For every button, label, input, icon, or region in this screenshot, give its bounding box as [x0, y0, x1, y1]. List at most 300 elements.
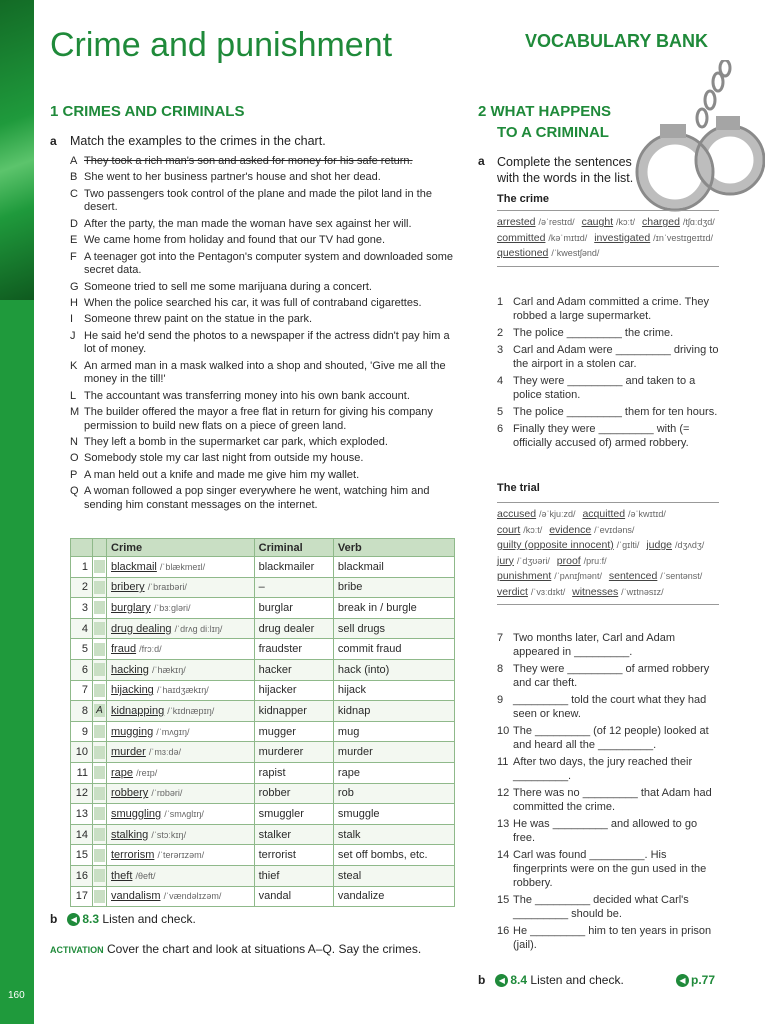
criminal-cell: vandal: [254, 886, 333, 907]
crime-cell: [107, 845, 255, 866]
verb-cell: rob: [333, 783, 454, 804]
word-phonetic: /əˈkjuːzd/: [539, 509, 576, 519]
answer-box[interactable]: [94, 849, 105, 862]
answer-cell[interactable]: [93, 639, 107, 660]
table-row: [71, 598, 455, 619]
table-row: [71, 680, 455, 701]
word: acquitted: [582, 508, 626, 520]
table-row: [71, 639, 455, 660]
answer-box[interactable]: [94, 725, 105, 738]
example-item: [70, 452, 460, 466]
criminal-cell: thief: [254, 865, 333, 886]
row-number: 16: [71, 865, 93, 886]
word: questioned: [497, 247, 549, 259]
answer-box[interactable]: [94, 890, 105, 903]
sentence-number: 12: [497, 787, 510, 799]
word: witnesses: [572, 585, 619, 598]
word: investigated: [594, 231, 651, 244]
sentence-item: [497, 893, 722, 921]
crime-phonetic: /θeft/: [135, 870, 156, 881]
trial-word-list: [497, 502, 719, 605]
crimes-table: [70, 538, 455, 907]
example-key: P: [70, 468, 78, 481]
crime-word: smuggling: [111, 807, 162, 820]
table-row: [71, 618, 455, 639]
table-row: [71, 742, 455, 763]
row-number: 2: [71, 577, 93, 598]
row-number: 12: [71, 783, 93, 804]
word-phonetic: /ˈevɪdəns/: [594, 524, 635, 535]
sentence-number: 9: [497, 694, 504, 706]
word-item: [582, 508, 665, 520]
answer-box[interactable]: [94, 684, 105, 697]
sentence-text: They were _________ and taken to a police station.: [513, 375, 696, 401]
criminal-cell: blackmailer: [254, 557, 333, 578]
word-item: [594, 232, 713, 244]
word-phonetic: /tʃɑːdʒd/: [682, 217, 715, 227]
example-item: [70, 390, 460, 404]
sentence-text: Carl and Adam were _________ driving to the airport in a stolen car.: [513, 344, 719, 370]
col-crime: Crime: [107, 539, 255, 557]
crime-phonetic: /ˈstɔːkɪŋ/: [151, 829, 187, 840]
crime-cell: [107, 742, 255, 763]
example-item: [70, 436, 460, 450]
sentence-item: [497, 786, 722, 814]
example-text: Someone threw paint on the statue in the park.: [84, 313, 313, 326]
sentence-text: The police _________ the crime.: [513, 327, 674, 339]
word-phonetic: /ˈpʌnɪʃmənt/: [554, 571, 602, 581]
crime-phonetic: /ˈhækɪŋ/: [151, 664, 186, 675]
row-number: 5: [71, 639, 93, 660]
row-number: 8: [71, 701, 93, 722]
criminal-cell: stalker: [254, 824, 333, 845]
example-text: When the police searched his car, it was full of contraband cigarettes.: [84, 296, 422, 309]
word-item: [609, 570, 702, 582]
verb-cell: break in / burgle: [333, 598, 454, 619]
example-key: I: [70, 313, 74, 326]
sentence-text: After two days, the jury reached their _________.: [513, 756, 693, 782]
sentence-item: [497, 755, 722, 783]
activation-line: [50, 942, 421, 956]
word-item: [497, 570, 602, 582]
page-number: 160: [8, 990, 25, 1001]
arrow-left-icon: ◀: [676, 974, 689, 987]
page-title: Crime and punishment: [50, 26, 393, 64]
word-phonetic: /kɔːt/: [523, 524, 543, 535]
word: guilty (opposite innocent): [497, 539, 614, 551]
crime-cell: [107, 598, 255, 619]
verb-cell: hijack: [333, 680, 454, 701]
word: sentenced: [608, 570, 658, 582]
crime-phonetic: /ˈblækmeɪl/: [159, 561, 206, 572]
verb-cell: rape: [333, 762, 454, 783]
row-number: 6: [71, 659, 93, 680]
sentence-number: 13: [497, 818, 510, 830]
sentence-item: [497, 817, 722, 845]
example-item: [70, 234, 460, 248]
task-a-label: a: [50, 134, 57, 148]
word-phonetic: /pruːf/: [583, 555, 607, 566]
crime-word: mugging: [111, 725, 154, 738]
example-item: [70, 281, 460, 295]
crime-word: hacking: [111, 663, 149, 676]
crime-phonetic: /ˈvændəlɪzəm/: [163, 891, 222, 902]
word: caught: [581, 216, 614, 228]
crime-phonetic: /ˈterərɪzəm/: [157, 850, 205, 861]
answer-cell[interactable]: [93, 886, 107, 907]
answer-box[interactable]: [94, 869, 105, 882]
example-text: A woman followed a pop singer everywhere he went, watching him and sending him constant messages on the internet.: [84, 485, 430, 511]
task-b-line: [50, 912, 196, 926]
word: punishment: [497, 570, 552, 582]
word-phonetic: /ˈsentənst/: [660, 571, 703, 581]
criminal-cell: hijacker: [254, 680, 333, 701]
task-2b-line: [478, 973, 624, 987]
word-phonetic: /ˈwɪtnəsɪz/: [621, 586, 664, 597]
word: evidence: [549, 523, 592, 536]
crime-cell: [107, 557, 255, 578]
answer-box[interactable]: [94, 766, 105, 779]
task-b-label: b: [50, 912, 58, 926]
sentence-item: [497, 924, 722, 952]
verb-cell: vandalize: [333, 886, 454, 907]
word-item: [497, 247, 599, 259]
table-row: [71, 886, 455, 907]
answer-box[interactable]: [94, 560, 105, 573]
col-answer: [93, 539, 107, 557]
word-phonetic: /əˈkwɪtɪd/: [628, 509, 666, 519]
word-phonetic: /ˈdʒʊəri/: [516, 555, 550, 566]
crime-cell: [107, 804, 255, 825]
crime-cell: [107, 824, 255, 845]
sentence-item: [497, 326, 722, 340]
activation-label: ACTIVATION: [50, 945, 104, 955]
crime-word: kidnapping: [111, 704, 165, 717]
answer-box[interactable]: [94, 581, 105, 594]
table-row: [71, 783, 455, 804]
sentence-item: [497, 693, 722, 721]
audio-icon[interactable]: ◀: [495, 974, 508, 987]
sentence-text: Carl and Adam committed a crime. They robbed a large supermarket.: [513, 296, 710, 322]
row-number: 10: [71, 742, 93, 763]
crime-word: robbery: [111, 787, 149, 800]
example-text: The accountant was transferring money into his own bank account.: [84, 389, 410, 402]
answer-box[interactable]: [94, 663, 105, 676]
word: judge: [646, 539, 673, 551]
crime-cell: [107, 680, 255, 701]
criminal-cell: fraudster: [254, 639, 333, 660]
example-text: They took a rich man's son and asked for money for his safe return.: [84, 155, 413, 167]
word-phonetic: /ɪnˈvestɪɡeɪtɪd/: [653, 232, 714, 243]
sentence-number: 6: [497, 423, 504, 435]
answer-cell[interactable]: [93, 845, 107, 866]
crime-phonetic: /ˈbɜːɡləri/: [153, 602, 191, 613]
crime-phonetic: /ˈhaɪdʒækɪŋ/: [156, 685, 209, 696]
page-ref-text: p.77: [691, 973, 716, 987]
sentence-item: [497, 848, 722, 890]
crime-word: blackmail: [111, 560, 157, 573]
criminal-cell: burglar: [254, 598, 333, 619]
sentence-text: Two months later, Carl and Adam appeared in _________.: [513, 632, 676, 658]
answer-box[interactable]: [94, 787, 105, 800]
answer-box[interactable]: [94, 643, 105, 656]
table-row: [71, 577, 455, 598]
audio-track: 8.3: [82, 912, 100, 926]
crime-phonetic: /ˈrɒbəri/: [151, 788, 183, 799]
sentence-text: They were _________ of armed robbery and car theft.: [513, 663, 710, 689]
word: verdict: [497, 585, 528, 598]
row-number: 13: [71, 804, 93, 825]
answer-cell[interactable]: [93, 721, 107, 742]
crime-sentences: [497, 295, 722, 453]
answer-box[interactable]: [94, 622, 105, 635]
word-phonetic: /əˈrestɪd/: [538, 217, 575, 227]
word-item: [497, 216, 575, 228]
answer-cell[interactable]: [93, 659, 107, 680]
example-text: Someone tried to sell me some marijuana during a concert.: [84, 280, 372, 293]
audio-icon[interactable]: ◀: [67, 913, 80, 926]
crime-word: terrorism: [111, 849, 155, 862]
answer-cell[interactable]: [93, 618, 107, 639]
section-1-heading: 1 CRIMES AND CRIMINALS: [50, 103, 245, 120]
row-number: 9: [71, 721, 93, 742]
audio-track: 8.4: [510, 973, 528, 987]
word-item: [497, 524, 542, 536]
sentence-text: The _________ decided what Carl's _________ should be.: [513, 894, 689, 920]
vocabulary-bank-label: VOCABULARY BANK: [525, 31, 709, 51]
example-text: They left a bomb in the supermarket car park, which exploded.: [84, 436, 388, 449]
example-key: A: [70, 155, 78, 167]
sentence-number: 1: [497, 296, 504, 308]
trial-sentences: [497, 631, 722, 955]
word: charged: [641, 216, 680, 228]
sentence-text: The _________ (of 12 people) looked at and heard all the _________.: [513, 725, 709, 751]
sentence-item: [497, 662, 722, 690]
word-item: [497, 555, 550, 567]
example-key: J: [70, 329, 76, 342]
example-text: We came home from holiday and found that our TV had gone.: [84, 234, 386, 247]
answer-cell[interactable]: [93, 701, 107, 722]
activation-text: Cover the chart and look at situations A–Q. Say the crimes.: [107, 942, 422, 956]
word-item: [497, 586, 565, 598]
example-item: [70, 485, 460, 512]
answer-cell[interactable]: [93, 804, 107, 825]
verb-cell: bribe: [333, 577, 454, 598]
example-text: After the party, the man made the woman have sex against her will.: [84, 217, 412, 230]
answer-box[interactable]: [94, 807, 105, 820]
sentence-number: 15: [497, 894, 510, 906]
crime-word: burglary: [111, 601, 151, 614]
example-item: [70, 218, 460, 232]
sentence-text: Finally they were _________ with (= officially accused of) armed robbery.: [513, 423, 690, 449]
sentence-item: [497, 724, 722, 752]
word-phonetic: /ˈɡɪlti/: [616, 540, 640, 550]
row-number: 14: [71, 824, 93, 845]
answer-cell[interactable]: [93, 783, 107, 804]
sentence-text: There was no _________ that Adam had committed the crime.: [513, 787, 712, 813]
sentence-text: _________ told the court what they had seen or knew.: [513, 694, 707, 720]
side-bar: [0, 0, 34, 1024]
answer-box[interactable]: A: [94, 704, 105, 717]
row-number: 4: [71, 618, 93, 639]
sentence-text: The police _________ them for ten hours.: [513, 406, 718, 418]
answer-box[interactable]: [94, 746, 105, 759]
crime-phonetic: /ˈmʌɡɪŋ/: [156, 726, 190, 737]
verb-cell: kidnap: [333, 701, 454, 722]
answer-cell[interactable]: [93, 557, 107, 578]
trial-subtitle: The trial: [497, 482, 540, 494]
row-number: 17: [71, 886, 93, 907]
col-verb: Verb: [333, 539, 454, 557]
answer-cell[interactable]: [93, 598, 107, 619]
criminal-cell: mugger: [254, 721, 333, 742]
verb-cell: stalk: [333, 824, 454, 845]
example-item: [70, 406, 460, 433]
answer-box[interactable]: [94, 828, 105, 841]
sentence-item: [497, 374, 722, 402]
word-item: [572, 586, 663, 598]
example-item: [70, 469, 460, 483]
crime-phonetic: /ˈbraɪbəri/: [147, 582, 187, 593]
task-2b-text: Listen and check.: [530, 973, 624, 987]
example-key: G: [70, 280, 79, 293]
example-key: E: [70, 234, 78, 247]
crime-cell: [107, 639, 255, 660]
table-row: [71, 659, 455, 680]
verb-cell: hack (into): [333, 659, 454, 680]
sentence-number: 4: [497, 375, 504, 387]
sentence-item: [497, 405, 722, 419]
example-text: Two passengers took control of the plane and made the pilot land in the desert.: [84, 187, 432, 214]
word-item: [497, 232, 587, 244]
task-a-instruction: Match the examples to the crimes in the chart.: [70, 134, 326, 148]
crime-word: hijacking: [111, 684, 154, 697]
example-key: N: [70, 436, 78, 449]
criminal-cell: murderer: [254, 742, 333, 763]
word-item: [497, 539, 639, 551]
answer-box[interactable]: [94, 601, 105, 614]
answer-cell[interactable]: [93, 742, 107, 763]
sentence-text: Carl was found _________. His fingerprints were on the gun used in the robbery.: [513, 849, 707, 889]
crime-word: bribery: [111, 581, 145, 594]
crime-cell: [107, 659, 255, 680]
word: arrested: [497, 216, 536, 228]
section-2-heading-1: 2 WHAT HAPPENS: [478, 103, 612, 120]
table-row: [71, 762, 455, 783]
crime-phonetic: /frɔːd/: [139, 644, 162, 655]
example-text: Somebody stole my car last night from outside my house.: [84, 452, 364, 465]
example-key: B: [70, 171, 78, 184]
criminal-cell: robber: [254, 783, 333, 804]
crime-phonetic: /ˈsmʌɡlɪŋ/: [164, 808, 204, 819]
word-item: [582, 216, 635, 228]
answer-cell[interactable]: [93, 824, 107, 845]
crime-cell: [107, 701, 255, 722]
criminal-cell: terrorist: [254, 845, 333, 866]
crime-word: drug dealing: [111, 622, 172, 635]
table-row: [71, 701, 455, 722]
sentence-number: 10: [497, 725, 510, 737]
answer-cell[interactable]: [93, 577, 107, 598]
crime-cell: [107, 618, 255, 639]
example-text: She went to her business partner's house and shot her dead.: [84, 171, 381, 184]
criminal-cell: –: [254, 577, 333, 598]
crime-phonetic: /ˈdrʌɡ diːlɪŋ/: [174, 623, 223, 634]
task-2a-label: a: [478, 154, 485, 168]
table-row: [71, 721, 455, 742]
crime-cell: [107, 886, 255, 907]
verb-cell: commit fraud: [333, 639, 454, 660]
example-item: [70, 297, 460, 311]
answer-cell[interactable]: [93, 762, 107, 783]
example-key: M: [70, 406, 80, 419]
col-criminal: Criminal: [254, 539, 333, 557]
verb-cell: sell drugs: [333, 618, 454, 639]
crime-word-list: [497, 210, 719, 267]
answer-cell[interactable]: [93, 865, 107, 886]
page-reference[interactable]: [676, 973, 715, 987]
word-item: [549, 524, 634, 536]
verb-cell: murder: [333, 742, 454, 763]
example-key: O: [70, 452, 79, 465]
answer-cell[interactable]: [93, 680, 107, 701]
crime-word: stalking: [111, 828, 149, 841]
row-number: 15: [71, 845, 93, 866]
word-item: [642, 216, 715, 228]
crime-subtitle: The crime: [497, 193, 549, 205]
example-item: [70, 360, 460, 387]
example-text: The builder offered the mayor a free flat in return for giving his company permission to build new flats on a piece of green land.: [84, 406, 433, 432]
sentence-number: 14: [497, 849, 510, 861]
sentence-number: 5: [497, 406, 504, 418]
word-item: [646, 539, 704, 551]
criminal-cell: hacker: [254, 659, 333, 680]
word-phonetic: /kɔːt/: [616, 217, 636, 227]
example-item: [70, 171, 460, 185]
example-text: A man held out a knife and made me give him my wallet.: [84, 468, 360, 481]
criminal-cell: kidnapper: [254, 701, 333, 722]
table-row: [71, 824, 455, 845]
sentence-text: He _________ him to ten years in prison (jail).: [513, 925, 712, 951]
word-item: [497, 508, 576, 520]
word-phonetic: /ˈkwestʃənd/: [551, 248, 600, 258]
sentence-item: [497, 295, 722, 323]
table-row: [71, 557, 455, 578]
sentence-item: [497, 343, 722, 371]
verb-cell: steal: [333, 865, 454, 886]
task-2a-instruction: Complete the sentences with the words in the list.: [497, 155, 634, 185]
verb-cell: mug: [333, 721, 454, 742]
example-item: [70, 188, 460, 215]
sentence-number: 2: [497, 327, 504, 339]
handcuffs-icon: [630, 60, 765, 220]
crime-cell: [107, 783, 255, 804]
crime-word: murder: [111, 746, 146, 759]
word-phonetic: /dʒʌdʒ/: [674, 540, 705, 550]
sentence-number: 16: [497, 925, 510, 937]
criminal-cell: smuggler: [254, 804, 333, 825]
crime-phonetic: /ˈmɜːdə/: [148, 747, 182, 758]
crime-phonetic: /reɪp/: [136, 767, 158, 778]
criminal-cell: rapist: [254, 762, 333, 783]
word: proof: [556, 554, 581, 567]
word: accused: [497, 508, 537, 520]
crime-word: vandalism: [111, 890, 161, 903]
crime-word: rape: [111, 766, 134, 779]
word: committed: [497, 231, 546, 244]
example-item: [70, 330, 460, 357]
task-b-text: Listen and check.: [102, 912, 196, 926]
